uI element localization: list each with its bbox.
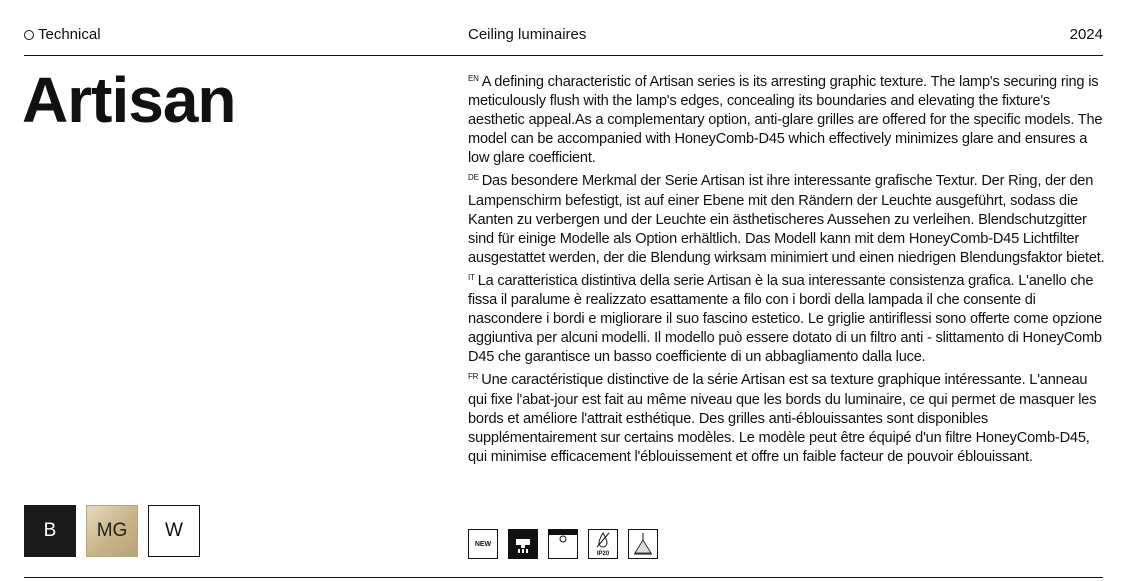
lang-tag-de: DE [468,173,479,183]
beam-angle-icon [628,529,658,559]
description-de [468,168,1108,267]
color-swatches [24,505,200,557]
track-adapter-icon [508,529,538,559]
lang-tag-en: EN [468,74,479,83]
lang-tag-it: IT [468,272,475,282]
description-it-text: La caratteristica distintiva della serie Artisan è la sua interessante consistenza grafica. L'anello che fissa il paralume è realizzato esattamente a filo con i bordi della lampada il che consente di nascondere i bordi e migliorare il suo fascino estetico. Le griglie antiriflessi sono offerte come opzione aggiuntiva per alcuni modelli. Il modello può essere dotato di un filtro anti - slittamento di HoneyComb D45 che garantisce un basso coefficiente di un abbagliamento dalla luce. [468,272,1102,366]
swatch-black[interactable]: B [24,505,76,557]
product-title: Artisan [22,64,236,136]
ip20-icon [588,529,618,559]
description-en [468,69,1108,168]
description-fr-text: Une caractéristique distinctive de la série Artisan est sa texture graphique intéressante. L'anneau qui fixe l'abat-jour est fait au même niveau que les bords du luminaire, ce qui permet de masquer les bords et améliore l'attrait esthétique. Des grilles anti-éblouissantes sont disponibles supplémentairement sur certains modèles. Le modèle peut être équipé d'un filtre HoneyComb-D45, qui minimise efficacement l'éblouissement et offre un faible facteur de pouvoir éblouissant. [468,372,1097,465]
description-fr [468,367,1108,466]
ip20-label: IP20 [596,551,610,557]
section-label-text: Technical [38,26,101,43]
category-label: Ceiling luminaires [468,26,587,43]
description-it [468,268,1108,367]
circle-icon [24,30,34,40]
description-column [468,69,1108,467]
description-de-text: Das besondere Merkmal der Serie Artisan ist ihre interessante grafische Textur. Der Ring, der den Lampenschirm befestigt, ist auf einer Ebene mit den Rändern der Leuchte ausgeführt, sodass die Kanten zu verbergen und der Leuchte ein ästhetischeres Aussehen zu verleihen. Blendschutzgitter sind für einige Modelle als Option erhältlich. Das Modell kann mit dem HoneyComb-D45 Lichtfilter ausgestattet werden, der die Blendung wirksam minimiert und einen niedrigen Blendungsfaktor bietet. [468,173,1105,266]
top-divider [24,55,1103,56]
bottom-divider [24,577,1103,578]
year-label: 2024 [1069,26,1103,43]
swatch-matte-gold[interactable]: MG [86,505,138,557]
section-label [24,26,101,43]
page-header [24,26,1103,48]
feature-icons [468,529,658,559]
ceiling-mount-icon [548,529,578,559]
description-en-text: A defining characteristic of Artisan series is its arresting graphic texture. The lamp's securing ring is meticulously flush with the lamp's edges, concealing its boundaries and elevating the fixture's aesthetic appeal.As a complementary option, anti-glare grilles are offered for the specific models. The model can be accompanied with HoneyComb-D45 which effectively minimizes glare and ensures a low glare coefficient. [468,74,1103,167]
swatch-white[interactable]: W [148,505,200,557]
lang-tag-fr: FR [468,372,479,382]
new-badge-icon: NEW [468,529,498,559]
